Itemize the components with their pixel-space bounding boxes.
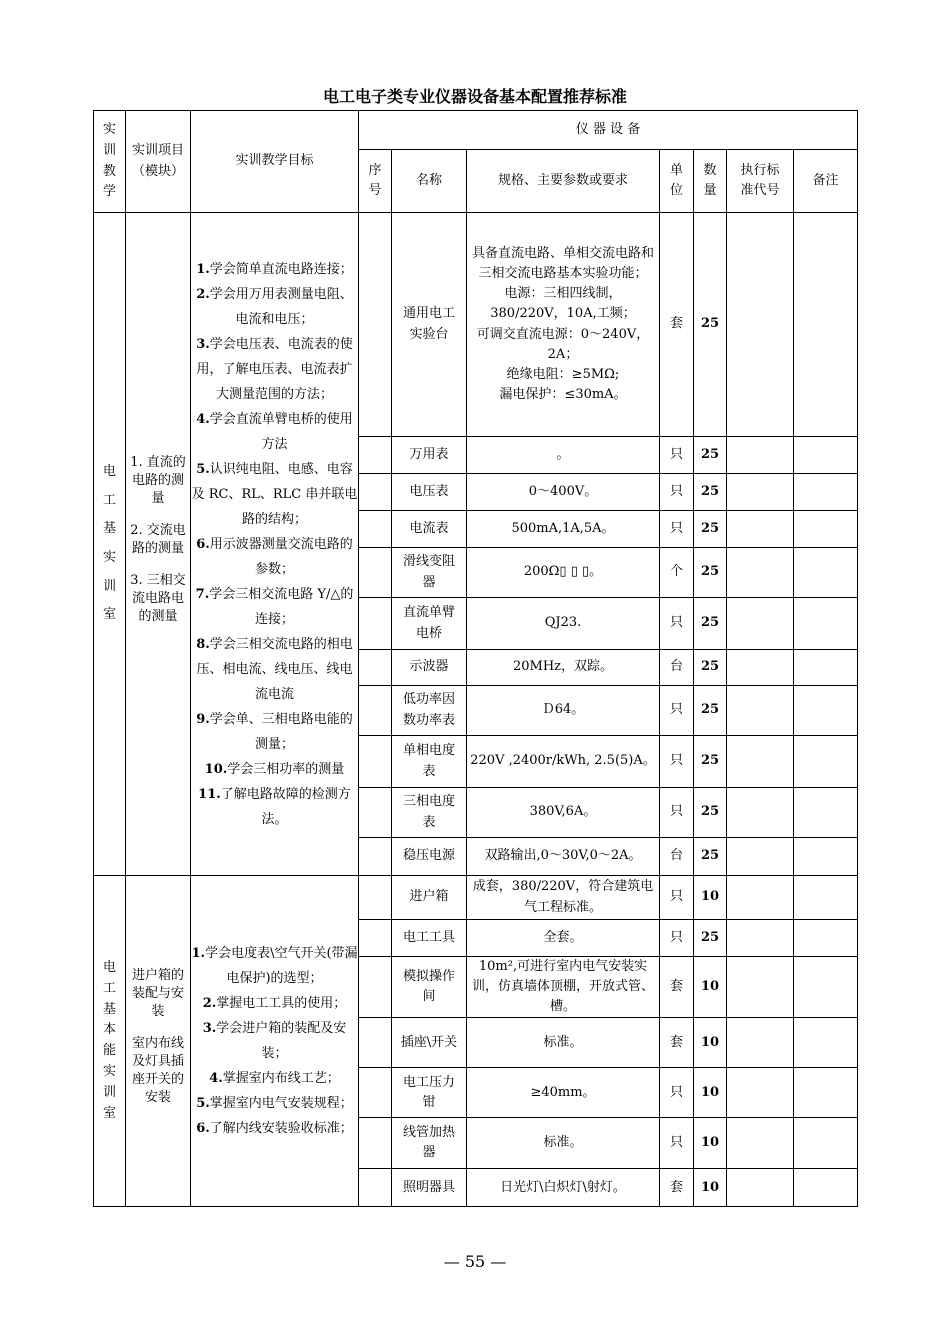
item-std — [727, 1068, 794, 1118]
spec-line: 成套，380/220V，符合建筑电气工程标准。 — [472, 879, 654, 915]
header-seq: 序号 — [359, 150, 392, 213]
spec-line: 10m²,可进行室内电气安装实训，仿真墙体顶棚，开放式管、槽。 — [471, 959, 654, 1015]
spec-line: 漏电保护：≤30mA。 — [499, 386, 627, 402]
header-project: 实训项目（模块） — [126, 111, 191, 213]
item-unit: 只 — [660, 736, 694, 788]
item-spec — [467, 511, 660, 548]
item-std — [727, 736, 794, 788]
item-qty: 10 — [694, 1068, 727, 1118]
project-item: 3. 三相交流电路电的测量 — [130, 573, 186, 624]
item-unit: 只 — [660, 437, 694, 474]
seq-cell — [359, 548, 392, 598]
item-name: 线管加热器 — [392, 1118, 467, 1169]
item-unit: 只 — [660, 1118, 694, 1169]
item-std — [727, 598, 794, 650]
header-spec: 规格、主要参数或要求 — [467, 150, 660, 213]
goals-cell — [191, 213, 359, 876]
spec-line: 日光灯\白炽灯\射灯。 — [500, 1179, 626, 1195]
item-qty: 25 — [694, 511, 727, 548]
item-spec — [467, 736, 660, 788]
item-qty: 25 — [694, 437, 727, 474]
item-name: 电压表 — [392, 474, 467, 511]
spec-line: QJ23. — [544, 615, 582, 631]
item-note — [794, 838, 858, 876]
item-qty: 25 — [694, 920, 727, 957]
item-spec — [467, 650, 660, 686]
goal-item: 10.学会三相功率的测量 — [204, 761, 345, 777]
item-std — [727, 838, 794, 876]
goal-item: 4.掌握室内布线工艺； — [209, 1071, 340, 1087]
room-label: 电工基本能实训室 — [102, 960, 116, 1121]
spec-line: 电源：三相四线制，380/220V，10A,工频； — [490, 286, 636, 322]
goal-item: 9.学会单、三相电路电能的测量； — [196, 711, 353, 752]
item-name: 示波器 — [392, 650, 467, 686]
item-name: 通用电工实验台 — [392, 213, 467, 437]
item-qty: 10 — [694, 876, 727, 920]
item-unit: 只 — [660, 788, 694, 838]
item-spec — [467, 1118, 660, 1169]
item-spec — [467, 838, 660, 876]
item-spec — [467, 548, 660, 598]
spec-line: 380V,6A。 — [529, 804, 597, 820]
seq-cell — [359, 736, 392, 788]
goal-item: 1.学会简单直流电路连接； — [196, 261, 353, 277]
item-unit: 只 — [660, 598, 694, 650]
item-note — [794, 437, 858, 474]
item-note — [794, 1018, 858, 1068]
goal-item: 2.学会用万用表测量电阻、 电流和电压； — [196, 286, 353, 327]
spec-line: ≥40mm。 — [530, 1084, 596, 1100]
goal-item: 5.掌握室内电气安装规程； — [196, 1096, 353, 1112]
goal-item: 3.学会电压表、电流表的使用，了解电压表、电流表扩大测量范围的方法； — [196, 336, 353, 402]
seq-cell — [359, 1118, 392, 1169]
project-item: 1. 直流的电路的测量 — [130, 455, 186, 506]
spec-line: 220V ,2400r/kWh, 2.5(5)A。 — [470, 753, 656, 769]
header-qty: 数量 — [694, 150, 727, 213]
item-name: 进户箱 — [392, 876, 467, 920]
item-name: 三相电度表 — [392, 788, 467, 838]
seq-cell — [359, 920, 392, 957]
item-qty: 10 — [694, 1118, 727, 1169]
spec-line: 双路输出,0～30V,0～2A。 — [484, 848, 642, 864]
project-cell — [126, 213, 191, 876]
item-name: 插座\开关 — [392, 1018, 467, 1068]
spec-line: 可调交直流电源：0～240V，2A； — [476, 326, 650, 362]
goals-cell — [191, 876, 359, 1207]
item-unit: 套 — [660, 957, 694, 1018]
item-std — [727, 650, 794, 686]
spec-line: 。 — [556, 446, 570, 462]
item-name: 低功率因数功率表 — [392, 686, 467, 736]
header-unit: 单位 — [660, 150, 694, 213]
item-spec — [467, 437, 660, 474]
item-std — [727, 437, 794, 474]
item-std — [727, 920, 794, 957]
item-qty: 25 — [694, 548, 727, 598]
spec-line: 500mA,1A,5A。 — [511, 520, 615, 536]
page-number: — 55 — — [443, 1252, 507, 1271]
item-unit: 只 — [660, 1068, 694, 1118]
goal-item: 8.学会三相交流电路的相电压、相电流、线电压、线电流电流 — [196, 636, 353, 702]
item-note — [794, 1169, 858, 1207]
item-note — [794, 474, 858, 511]
item-name: 稳压电源 — [392, 838, 467, 876]
item-spec — [467, 1169, 660, 1207]
spec-line: 标准。 — [543, 1135, 583, 1151]
item-unit: 只 — [660, 474, 694, 511]
item-unit: 台 — [660, 650, 694, 686]
goal-item: 6.了解内线安装验收标准； — [196, 1121, 353, 1137]
room-label: 电工基实训室 — [102, 464, 116, 623]
item-spec — [467, 788, 660, 838]
seq-cell — [359, 598, 392, 650]
seq-cell — [359, 838, 392, 876]
item-note — [794, 957, 858, 1018]
item-std — [727, 511, 794, 548]
spec-line: 绝缘电阻：≥5MΩ; — [506, 366, 620, 382]
item-unit: 套 — [660, 1018, 694, 1068]
project-item: 室内布线及灯具插座开关的安装 — [131, 1036, 184, 1106]
item-qty: 10 — [694, 1018, 727, 1068]
equipment-table — [93, 110, 858, 1207]
table-row — [94, 213, 858, 437]
item-name: 单相电度表 — [392, 736, 467, 788]
item-std — [727, 788, 794, 838]
header-note: 备注 — [794, 150, 858, 213]
seq-cell — [359, 1068, 392, 1118]
project-cell — [126, 876, 191, 1207]
room-cell — [94, 876, 126, 1207]
goal-item: 11.了解电路故障的检测方法。 — [198, 786, 351, 827]
goal-item: 1.学会电度表\空气开关(带漏电保护)的选型； — [191, 946, 358, 987]
seq-cell — [359, 650, 392, 686]
item-qty: 25 — [694, 736, 727, 788]
item-name: 电流表 — [392, 511, 467, 548]
project-item: 2. 交流电路的测量 — [130, 523, 186, 556]
item-spec — [467, 957, 660, 1018]
spec-line: 标准。 — [543, 1034, 583, 1050]
item-std — [727, 213, 794, 437]
item-spec — [467, 1068, 660, 1118]
header-std: 执行标准代号 — [727, 150, 794, 213]
spec-line: 0～400V。 — [528, 483, 598, 499]
seq-cell — [359, 957, 392, 1018]
item-std — [727, 957, 794, 1018]
item-qty: 25 — [694, 838, 727, 876]
item-spec — [467, 686, 660, 736]
seq-cell — [359, 686, 392, 736]
page-title: 电工电子类专业仪器设备基本配置推荐标准 — [322, 87, 627, 106]
item-qty: 25 — [694, 686, 727, 736]
seq-cell — [359, 474, 392, 511]
item-note — [794, 213, 858, 437]
header-name: 名称 — [392, 150, 467, 213]
seq-cell — [359, 511, 392, 548]
item-name: 电工压力钳 — [392, 1068, 467, 1118]
item-unit: 只 — [660, 876, 694, 920]
item-note — [794, 1118, 858, 1169]
goal-item: 2.掌握电工工具的使用； — [202, 996, 347, 1012]
item-std — [727, 548, 794, 598]
item-spec — [467, 598, 660, 650]
item-spec — [467, 474, 660, 511]
header-equipment: 仪 器 设 备 — [359, 111, 858, 150]
seq-cell — [359, 876, 392, 920]
project-item: 进户箱的装配与安装 — [131, 968, 184, 1020]
goal-item: 4.学会直流单臂电桥的使用方法 — [196, 411, 353, 452]
spec-line: 全套。 — [543, 929, 583, 945]
item-unit: 只 — [660, 686, 694, 736]
item-note — [794, 788, 858, 838]
item-note — [794, 686, 858, 736]
table-row — [94, 876, 858, 920]
seq-cell — [359, 1169, 392, 1207]
spec-line: Ｄ64。 — [541, 702, 585, 718]
item-unit: 台 — [660, 838, 694, 876]
seq-cell — [359, 437, 392, 474]
item-qty: 25 — [694, 650, 727, 686]
header-room: 实训教学 — [94, 111, 126, 213]
item-note — [794, 650, 858, 686]
item-name: 模拟操作间 — [392, 957, 467, 1018]
item-unit: 只 — [660, 511, 694, 548]
goal-item: 7.学会三相交流电路 Y/△的连接； — [195, 586, 354, 627]
item-name: 照明器具 — [392, 1169, 467, 1207]
item-qty: 25 — [694, 598, 727, 650]
spec-line: 具备直流电路、单相交流电路和三相交流电路基本实验功能； — [471, 245, 654, 282]
goal-item: 3.学会进户箱的装配及安装； — [202, 1021, 347, 1062]
seq-cell — [359, 1018, 392, 1068]
item-std — [727, 1169, 794, 1207]
goal-item: 5.认识纯电阻、电感、电容及 RC、RL、RLC 串并联电路的结构； — [191, 461, 358, 527]
item-qty: 10 — [694, 1169, 727, 1207]
header-goal: 实训教学目标 — [191, 111, 359, 213]
item-qty: 25 — [694, 474, 727, 511]
item-spec — [467, 213, 660, 437]
item-qty: 10 — [694, 957, 727, 1018]
item-note — [794, 511, 858, 548]
item-std — [727, 876, 794, 920]
item-name: 直流单臂电桥 — [392, 598, 467, 650]
seq-cell — [359, 788, 392, 838]
spec-line: 20MHz，双踪。 — [512, 659, 614, 675]
seq-cell — [359, 213, 392, 437]
item-note — [794, 920, 858, 957]
item-std — [727, 686, 794, 736]
item-spec — [467, 876, 660, 920]
item-qty: 25 — [694, 788, 727, 838]
item-name: 万用表 — [392, 437, 467, 474]
item-unit: 套 — [660, 213, 694, 437]
item-name: 滑线变阻器 — [392, 548, 467, 598]
item-name: 电工工具 — [392, 920, 467, 957]
item-note — [794, 1068, 858, 1118]
goal-item: 6.用示波器测量交流电路的参数； — [196, 536, 353, 577]
item-spec — [467, 1018, 660, 1068]
item-std — [727, 1118, 794, 1169]
item-std — [727, 474, 794, 511]
item-spec — [467, 920, 660, 957]
item-unit: 个 — [660, 548, 694, 598]
room-cell — [94, 213, 126, 876]
item-note — [794, 598, 858, 650]
item-note — [794, 876, 858, 920]
item-unit: 只 — [660, 920, 694, 957]
spec-line: 200Ω▯ ▯ ▯。 — [523, 564, 603, 580]
item-note — [794, 736, 858, 788]
item-note — [794, 548, 858, 598]
item-qty: 25 — [694, 213, 727, 437]
item-unit: 套 — [660, 1169, 694, 1207]
item-std — [727, 1018, 794, 1068]
